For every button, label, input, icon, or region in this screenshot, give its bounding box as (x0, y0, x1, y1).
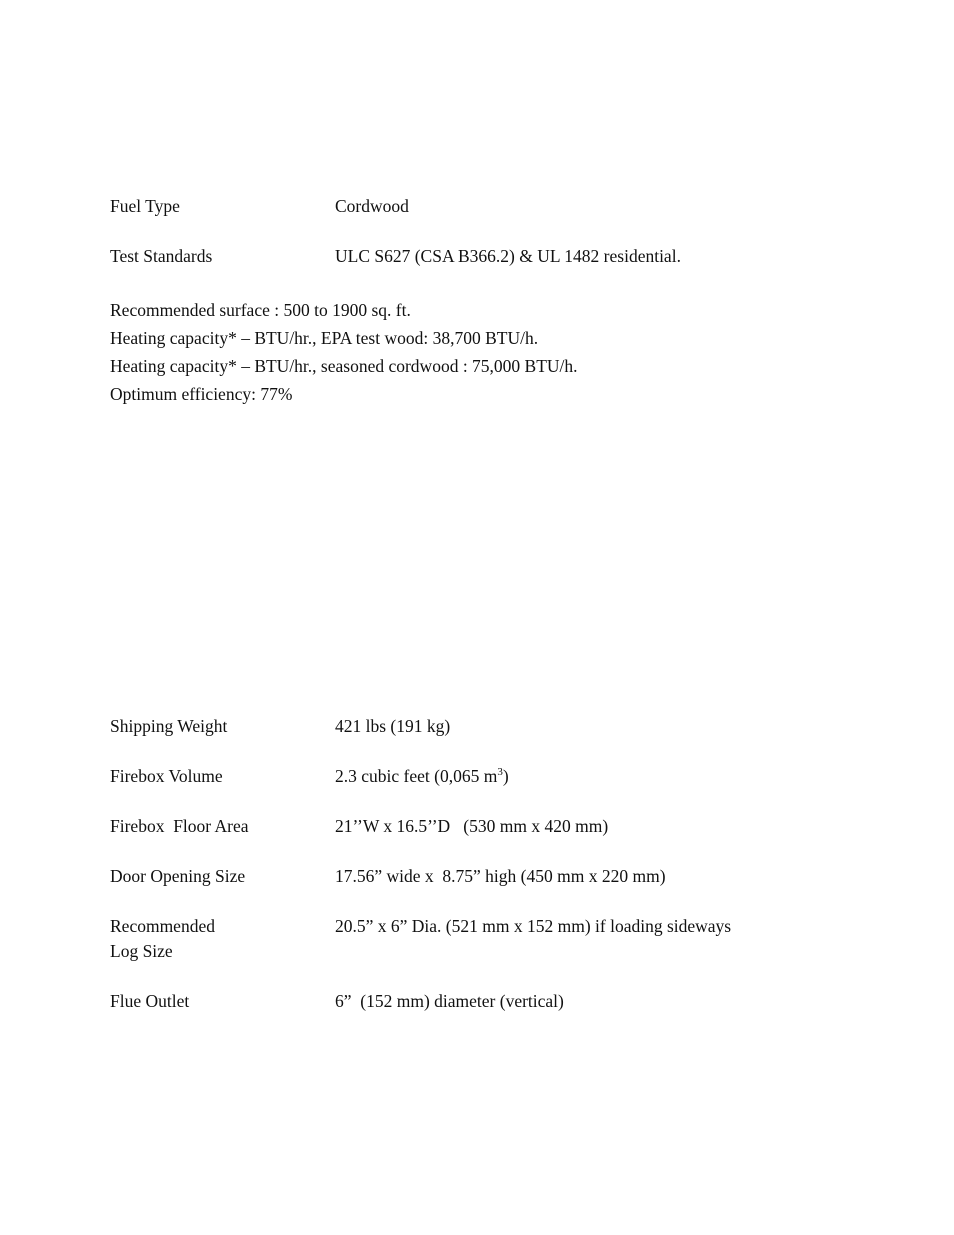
recommended-log-size-label-line2: Log Size (110, 941, 173, 961)
door-opening-size-value: 17.56” wide x 8.75” high (450 mm x 220 mm) (335, 866, 666, 886)
recommended-log-size-value: 20.5” x 6” Dia. (521 mm x 152 mm) if loading sideways (335, 916, 732, 936)
firebox-volume-label: Firebox Volume (110, 766, 223, 786)
fuel-type-label: Fuel Type (110, 196, 180, 216)
shipping-weight-value: 421 lbs (191 kg) (335, 716, 451, 736)
heating-capacity-cordwood-line: Heating capacity* – BTU/hr., seasoned cordwood : 75,000 BTU/h. (110, 356, 578, 376)
recommended-surface-line: Recommended surface : 500 to 1900 sq. ft. (110, 300, 411, 320)
heating-capacity-epa-line: Heating capacity* – BTU/hr., EPA test wood: 38,700 BTU/h. (110, 328, 539, 348)
fuel-type-value: Cordwood (335, 196, 409, 216)
shipping-weight-label: Shipping Weight (110, 716, 228, 736)
firebox-volume-value-prefix: 2.3 cubic feet (0,065 m (335, 766, 498, 786)
recommended-log-size-label-line1: Recommended (110, 916, 215, 936)
recommended-log-size-row (110, 914, 870, 964)
firebox-volume-value-suffix: ) (502, 766, 509, 786)
firebox-floor-area-label: Firebox Floor Area (110, 816, 249, 836)
cubic-superscript: 3 (497, 766, 503, 779)
flue-outlet-value: 6” (152 mm) diameter (vertical) (335, 991, 564, 1011)
firebox-volume-value (335, 764, 509, 789)
test-standards-label: Test Standards (110, 246, 213, 266)
flue-outlet-label: Flue Outlet (110, 991, 190, 1011)
optimum-efficiency-line: Optimum efficiency: 77% (110, 384, 293, 404)
door-opening-size-label: Door Opening Size (110, 866, 246, 886)
test-standards-value: ULC S627 (CSA B366.2) & UL 1482 residential. (335, 246, 681, 266)
firebox-floor-area-value: 21’’W x 16.5’’D (530 mm x 420 mm) (335, 816, 609, 836)
